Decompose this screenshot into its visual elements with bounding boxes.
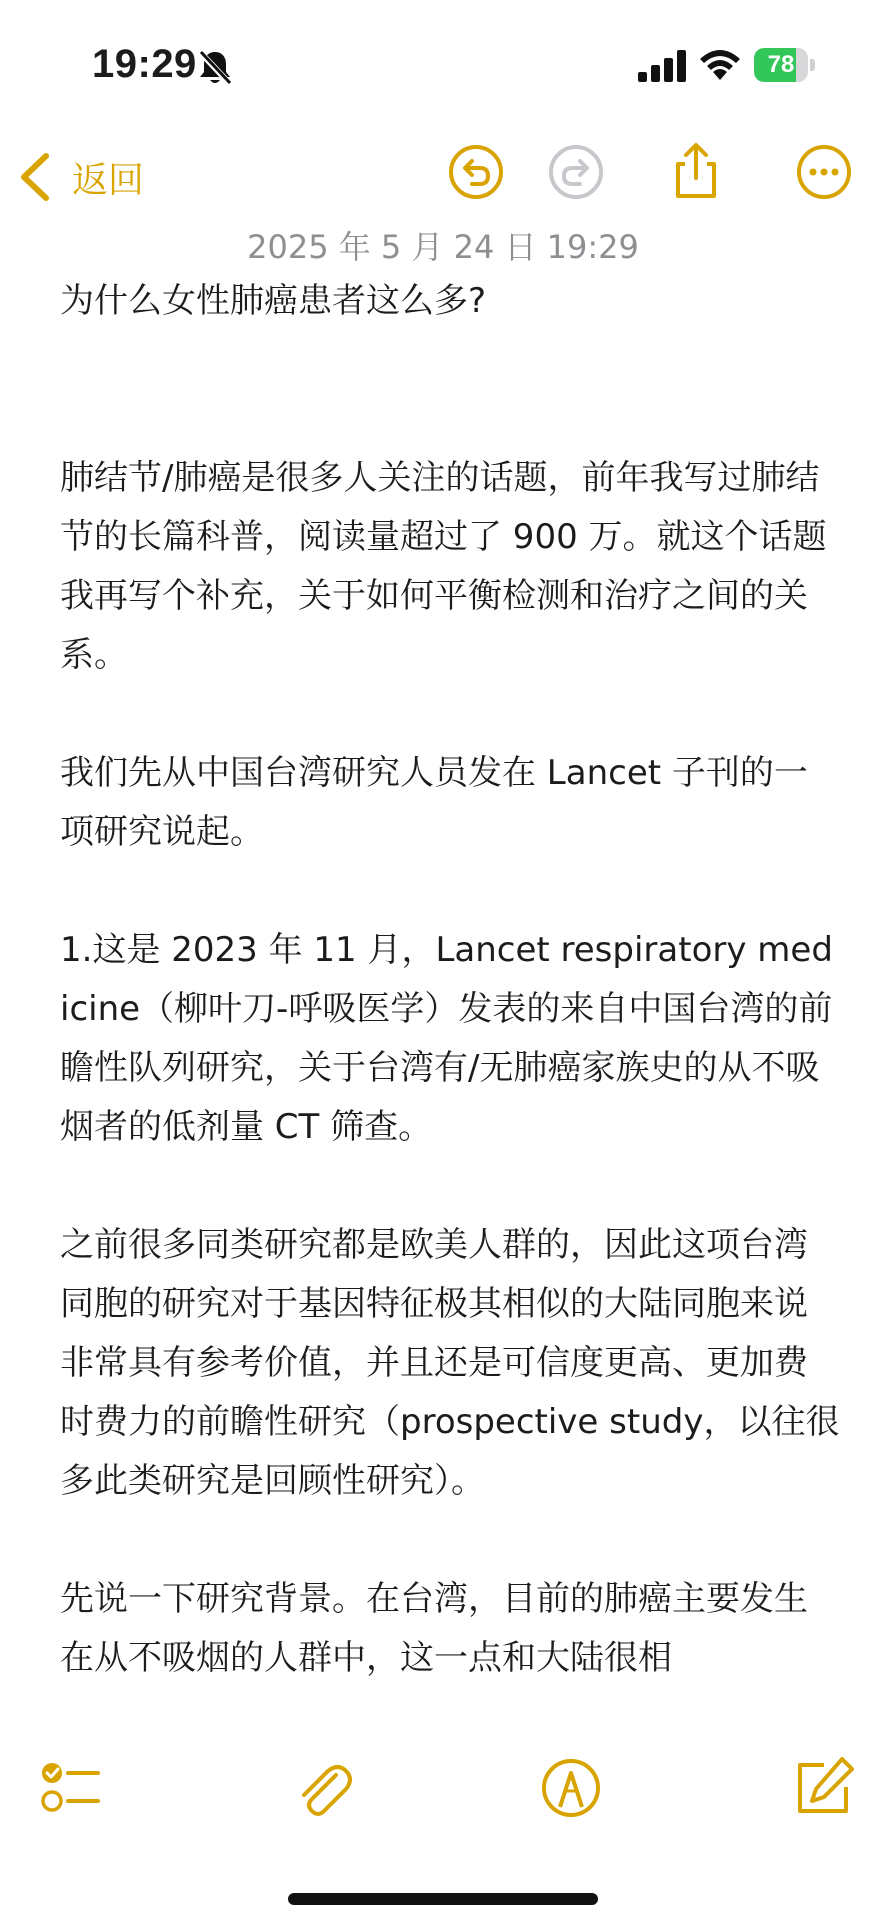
checklist-icon[interactable] — [38, 1755, 104, 1821]
note-paragraph: 先说一下研究背景。在台湾，目前的肺癌主要发生在从不吸烟的人群中，这一点和大陆很相 — [60, 1579, 808, 1678]
wifi-icon — [698, 46, 742, 82]
share-icon[interactable] — [666, 142, 726, 202]
bottom-toolbar — [0, 1755, 886, 1845]
bell-slash-icon — [196, 48, 234, 88]
battery-charging-icon — [754, 48, 816, 82]
undo-icon[interactable] — [446, 142, 506, 202]
home-indicator[interactable] — [288, 1893, 598, 1905]
back-button[interactable] — [18, 142, 144, 212]
back-label: 返回 — [72, 159, 145, 201]
chevron-left-icon — [18, 152, 52, 202]
more-icon[interactable] — [794, 142, 854, 202]
compose-icon[interactable] — [790, 1755, 856, 1821]
note-paragraph: 1.这是 2023 年 11 月，Lancet respiratory medicine（柳叶刀-呼吸医学）发表的来自中国台湾的前瞻性队列研究，关于台湾有/无肺癌家族史的从不吸烟者的低剂量 CT 筛查。 — [60, 930, 833, 1147]
note-paragraph: 之前很多同类研究都是欧美人群的，因此这项台湾同胞的研究对于基因特征极其相似的大陆同胞来说非常具有参考价值，并且还是可信度更高、更加费时费力的前瞻性研究（prospective study，以往很多此类研究是回顾性研究）。 — [60, 1225, 840, 1501]
redo-icon[interactable] — [546, 142, 606, 202]
note-date: 2025 年 5 月 24 日 19:29 — [247, 228, 639, 266]
status-bar — [0, 0, 886, 130]
cellular-signal-icon — [638, 50, 688, 82]
markup-icon[interactable] — [538, 1755, 604, 1821]
note-title: 为什么女性肺癌患者这么多? — [60, 281, 487, 321]
nav-bar — [0, 130, 886, 230]
battery-level: 78 — [767, 51, 795, 78]
attachment-icon[interactable] — [290, 1755, 356, 1821]
status-time: 19:29 — [92, 42, 197, 86]
note-paragraph: 我们先从中国台湾研究人员发在 Lancet 子刊的一项研究说起。 — [60, 753, 808, 852]
note-body[interactable] — [60, 272, 840, 1747]
note-paragraph: 肺结节/肺癌是很多人关注的话题，前年我写过肺结节的长篇科普，阅读量超过了 900 万。就这个话题我再写个补充，关于如何平衡检测和治疗之间的关系。 — [60, 458, 827, 675]
